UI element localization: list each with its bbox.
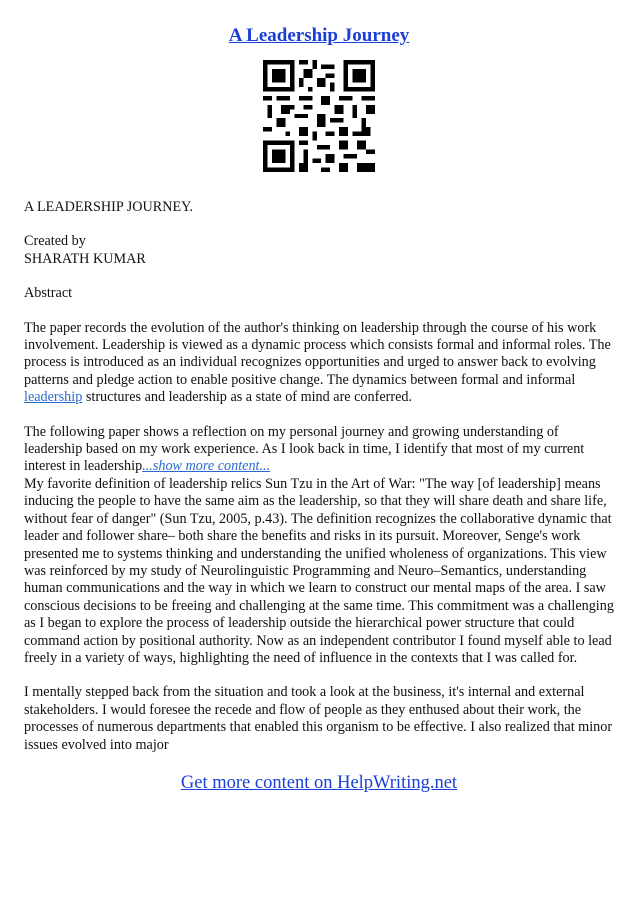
abstract-paragraph <box>24 320 614 407</box>
get-more-content-link[interactable]: Get more content on HelpWriting.net <box>180 773 458 793</box>
abstract-label: Abstract <box>24 285 73 302</box>
created-by-label: Created by <box>24 233 86 250</box>
definition-paragraph: My favorite definition of leadership relics Sun Tzu in the Art of War: "The way [of leadership] means inducing the people to have the same aim as the leadership, so that they will share death and share life, without fear of danger" (Sun Tzu, 2005, p.43). The definition recognizes the collaborative dynamic that leader and follower share– both share the benefits and risks in its pursuit. Moreover, Senge's work presented me to systems thinking and understanding the unified wholeness of organizations. This view was reinforced by my study of Neurolinguistic Programming and Neuro–Semantics, understanding human communications and the way in which we learn to construct our mental maps of the area. I saw conscious decisions to be freeing and challenging at the same time. This commitment was a challenging as I began to explore the process of leadership outside the hierarchical power structure that could command action by positional authority. Now as an independent contributor I found myself able to lead freely in a variety of ways, highlighting the need of influence in the contexts that I was called for. <box>24 475 614 666</box>
document-heading: A LEADERSHIP JOURNEY. <box>24 199 194 215</box>
document-title-link[interactable]: A Leadership Journey <box>228 25 410 46</box>
show-more-link[interactable]: ...show more content... <box>142 458 271 475</box>
abstract-text: The paper records the evolution of the author's thinking on leadership through the course of his work involvement. Leadership is viewed as a dynamic process which consists formal and informal roles. The process is introduced as an individual recognizes opportunities and urged to answer back to evolving patterns and pledge action to enable positive change. The dynamics between formal and informal <box>24 319 611 388</box>
business-paragraph: I mentally stepped back from the situation and took a look at the business, it's internal and external stakeholders. I would foresee the recede and flow of people as they enthused about their work, the processes of numerous departments that enabled this organism to be effective. I also realized that minor issues evolved into major <box>24 684 613 753</box>
reflection-text: The following paper shows a reflection on my personal journey and growing understanding of leadership based on my work experience. As I look back in time, I identify that most of my current interest in leadership <box>24 423 585 475</box>
author-name: SHARATH KUMAR <box>24 250 146 267</box>
abstract-text-end: structures and leadership as a state of mind are conferred. <box>82 389 413 406</box>
author-block <box>24 233 614 268</box>
qr-code-icon <box>263 60 375 172</box>
leadership-link[interactable]: leadership <box>24 389 83 406</box>
document-body <box>24 199 614 771</box>
reflection-paragraph <box>24 424 614 476</box>
